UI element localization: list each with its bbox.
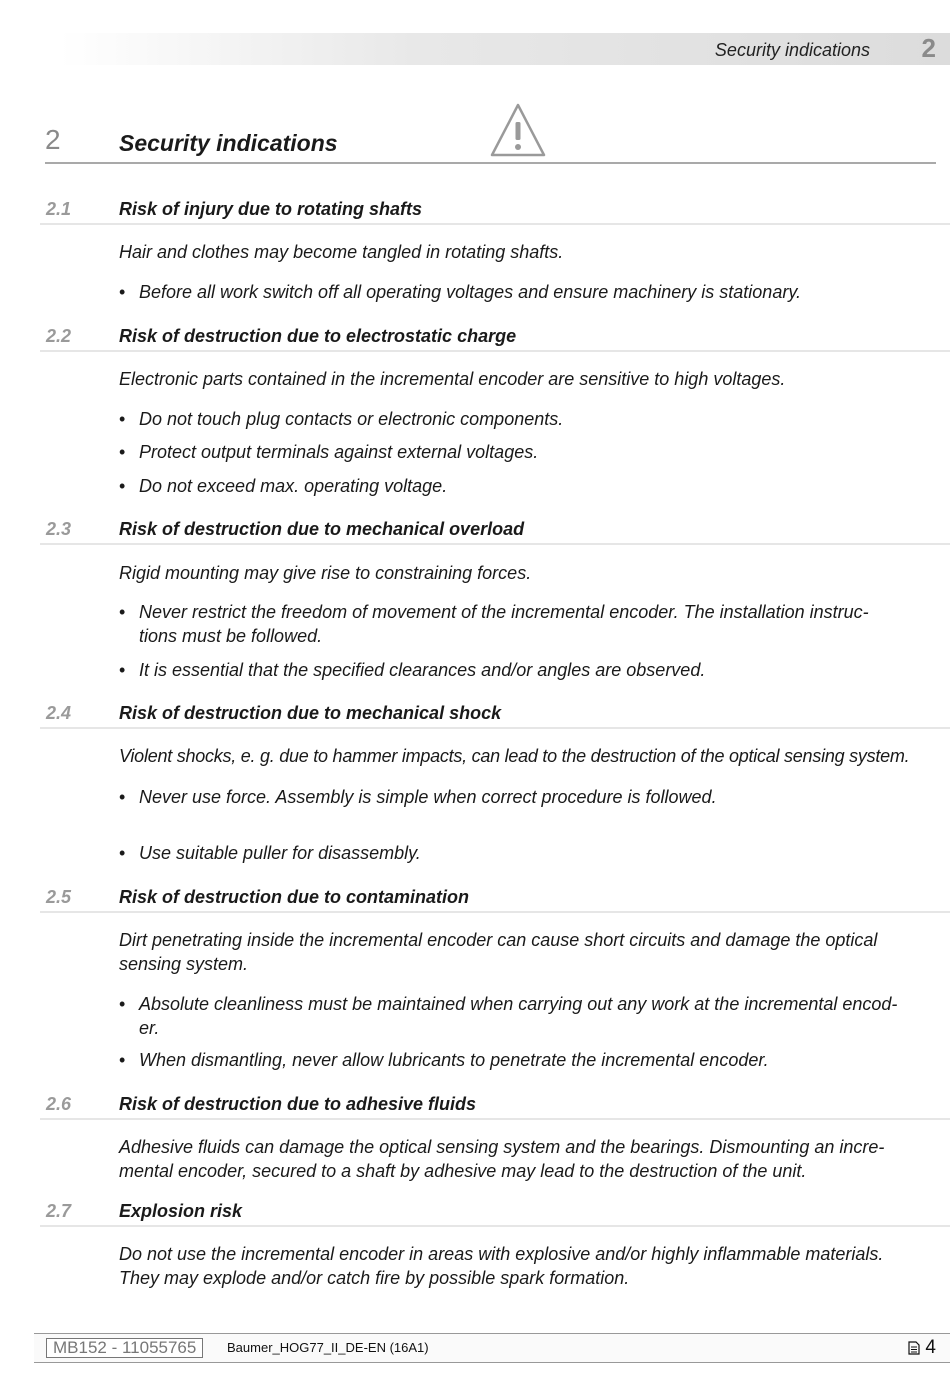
chapter-title: Security indications: [119, 130, 338, 156]
bullet-icon: •: [119, 476, 126, 496]
paragraph-line: mental encoder, secured to a shaft by adhesive may lead to the destruction of the unit.: [119, 1160, 807, 1181]
bullet-icon: •: [119, 409, 126, 429]
page-number: 4: [925, 1337, 936, 1358]
bullet-icon: •: [119, 282, 126, 302]
section-title: Risk of destruction due to contamination: [119, 887, 470, 907]
bullet-icon: •: [119, 660, 126, 680]
paragraph-line: Do not use the incremental encoder in areas with explosive and/or highly inflammable materials.: [119, 1244, 884, 1264]
bullet-icon: •: [119, 1050, 126, 1070]
bullet-item: [119, 786, 919, 810]
bullet-item: [119, 1049, 919, 1073]
bullet-item: [119, 659, 919, 683]
bullet-icon: •: [119, 843, 126, 863]
bullet-icon: •: [119, 787, 126, 807]
section-heading: [40, 701, 950, 729]
paragraph-line: Dirt penetrating inside the incremental encoder can cause short circuits and damage the optical: [119, 930, 878, 950]
section-number: 2.5: [46, 887, 72, 907]
running-header-chapter-number: 2: [921, 33, 936, 63]
document-number: MB152 - 11055765: [46, 1338, 203, 1358]
page-footer: [34, 1333, 950, 1363]
bullet-text-line: Absolute cleanliness must be maintained when carrying out any work at the incremental encod-: [139, 994, 898, 1014]
chapter-heading: [45, 118, 936, 164]
bullet-text: Protect output terminals against external voltages.: [139, 442, 539, 462]
chapter-number: 2: [45, 124, 61, 155]
bullet-icon: •: [119, 602, 126, 622]
running-header: [60, 33, 950, 65]
bullet-text-line: Never restrict the freedom of movement of the incremental encoder. The installation instruc-: [139, 602, 869, 622]
paragraph: Violent shocks, e. g. due to hammer impacts, can lead to the destruction of the optical sensing system.: [119, 746, 910, 766]
section-title: Explosion risk: [119, 1201, 243, 1221]
page-icon: [908, 1341, 920, 1355]
bullet-text-line: tions must be followed.: [139, 625, 323, 646]
section-number: 2.2: [46, 326, 72, 346]
bullet-text: Before all work switch off all operating voltages and ensure machinery is stationary.: [139, 282, 801, 302]
paragraph: [119, 1136, 939, 1183]
section-heading: [40, 1199, 950, 1227]
paragraph: Hair and clothes may become tangled in rotating shafts.: [119, 242, 564, 262]
bullet-item: [119, 993, 919, 1040]
paragraph-line: Adhesive fluids can damage the optical sensing system and the bearings. Dismounting an incre-: [119, 1137, 885, 1157]
section-title: Risk of destruction due to mechanical shock: [119, 703, 502, 723]
section-heading: [40, 517, 950, 545]
section-number: 2.7: [46, 1201, 72, 1221]
bullet-text: Do not exceed max. operating voltage.: [139, 476, 448, 496]
paragraph: Rigid mounting may give rise to constraining forces.: [119, 563, 532, 583]
bullet-item: [119, 441, 919, 465]
bullet-icon: •: [119, 442, 126, 462]
warning-triangle-icon: [490, 102, 546, 158]
paragraph-line: They may explode and/or catch fire by possible spark formation.: [119, 1267, 630, 1288]
bullet-item: [119, 842, 919, 866]
section-number: 2.4: [46, 703, 72, 723]
paragraph-line: sensing system.: [119, 953, 249, 974]
running-header-title: Security indications: [714, 40, 870, 60]
section-title: Risk of injury due to rotating shafts: [119, 199, 423, 219]
section-heading: [40, 197, 950, 225]
bullet-text: It is essential that the specified clearances and/or angles are observed.: [139, 660, 706, 680]
bullet-item: [119, 601, 919, 648]
section-heading: [40, 885, 950, 913]
paragraph: [119, 929, 939, 976]
bullet-item: [119, 408, 919, 432]
section-number: 2.3: [46, 519, 72, 539]
section-number: 2.1: [46, 199, 72, 219]
bullet-item: [119, 281, 919, 305]
section-heading: [40, 1092, 950, 1120]
section-heading: [40, 324, 950, 352]
bullet-text: When dismantling, never allow lubricants to penetrate the incremental encoder.: [139, 1050, 769, 1070]
bullet-text-line: er.: [139, 1017, 160, 1038]
paragraph: [119, 1243, 939, 1290]
bullet-text: Do not touch plug contacts or electronic components.: [139, 409, 564, 429]
bullet-item: [119, 475, 919, 499]
document-name: Baumer_HOG77_II_DE-EN (16A1): [227, 1340, 429, 1355]
bullet-text: Never use force. Assembly is simple when correct procedure is followed.: [139, 787, 717, 807]
bullet-text: Use suitable puller for disassembly.: [139, 843, 421, 863]
section-title: Risk of destruction due to adhesive fluids: [119, 1094, 477, 1114]
bullet-icon: •: [119, 994, 126, 1014]
paragraph: Electronic parts contained in the incremental encoder are sensitive to high voltages.: [119, 369, 786, 389]
section-title: Risk of destruction due to electrostatic charge: [119, 326, 517, 346]
section-number: 2.6: [46, 1094, 72, 1114]
section-title: Risk of destruction due to mechanical overload: [119, 519, 525, 539]
